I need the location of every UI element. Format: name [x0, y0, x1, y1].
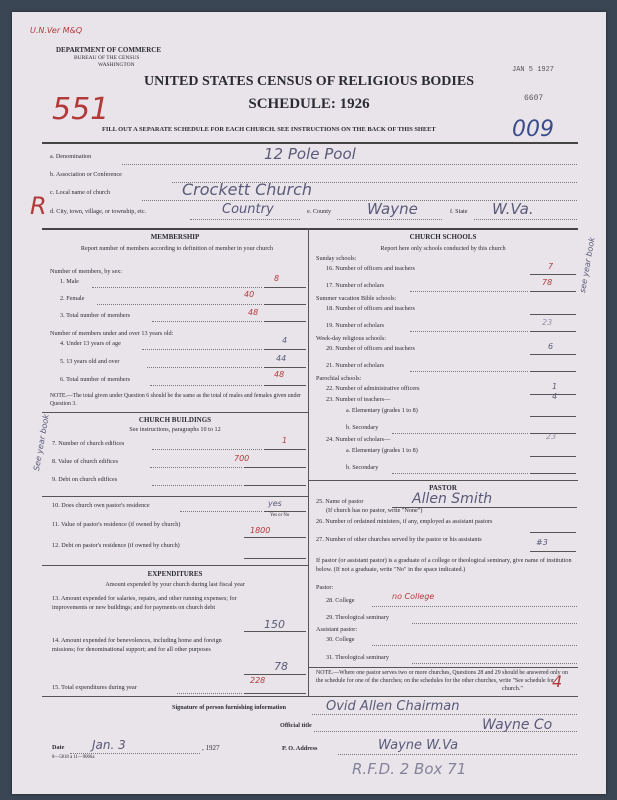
q10-label: 10. Does church own pastor's residence	[52, 502, 150, 509]
q9-label: 9. Debt on church edifices	[52, 476, 118, 483]
q14-label: 14. Amount expended for benevolences, including home and foreign missions; for denominational support; and for all other purposes	[52, 637, 222, 653]
city-label: d. City, town, village, or township, etc.	[50, 208, 147, 215]
q17-label: 17. Number of scholars	[326, 282, 385, 289]
q13-label: 13. Amount expended for salaries, repairs, and other running expenses; for improvements or new buildings; and for payments on church debt	[52, 595, 237, 611]
membership-note: NOTE.—The total given under Question 6 should be the same as the total of males and females given under Question 3.	[50, 393, 301, 407]
q3-label: 3. Total number of members	[60, 312, 131, 319]
q24-value[interactable]: 23	[546, 432, 557, 441]
yes-no-hint: Yes or No	[270, 513, 290, 518]
department-title: DEPARTMENT OF COMMERCE	[56, 46, 162, 54]
denomination-label: a. Denomination	[50, 153, 92, 160]
bottom-address-note: R.F.D. 2 Box 71	[352, 760, 467, 778]
q23-value[interactable]: 4	[552, 392, 558, 401]
q15-value[interactable]: 228	[250, 676, 266, 685]
q20-value[interactable]: 6	[548, 342, 554, 351]
denomination-value[interactable]: 12 Pole Pool	[264, 145, 356, 163]
q25-value[interactable]: Allen Smith	[412, 491, 493, 507]
local-name-label: c. Local name of church	[50, 189, 110, 196]
q19-label: 19. Number of scholars	[326, 322, 385, 329]
pastor-note-end: church."	[502, 685, 523, 692]
members-by-sex-label: Number of members, by sex:	[50, 268, 122, 275]
q27-value[interactable]: #3	[536, 538, 548, 547]
summer-schools-label: Summer vacation Bible schools:	[316, 295, 397, 302]
right-margin-note: see year book	[578, 236, 597, 294]
county-value[interactable]: Wayne	[367, 200, 418, 218]
form-number: 8—5818 a 11—9066a	[52, 755, 95, 760]
q24b-label: b. Secondary	[346, 464, 379, 471]
schedule-serial-stamp: 6607	[524, 94, 544, 103]
q18-label: 18. Number of officers and teachers	[326, 305, 415, 312]
q4-value[interactable]: 4	[282, 336, 288, 345]
signature-value[interactable]: Ovid Allen Chairman	[326, 699, 460, 714]
q11-label: 11. Value of pastor's residence (if owned by church)	[52, 521, 181, 528]
q17-value[interactable]: 78	[542, 278, 553, 287]
q25-label: 25. Name of pastor	[316, 498, 364, 505]
q14-value[interactable]: 78	[274, 660, 288, 673]
q7-value[interactable]: 1	[282, 436, 288, 445]
q22-label: 22. Number of administrative officers	[326, 385, 420, 392]
q1-label: 1. Male	[60, 278, 79, 285]
q11-value[interactable]: 1800	[250, 526, 271, 535]
q27-label: 27. Number of other churches served by the pastor or his assistants	[316, 536, 482, 543]
sunday-schools-label: Sunday schools:	[316, 255, 357, 262]
date-year: , 1927	[202, 744, 220, 752]
q12-label: 12. Debt on pastor's residence (if owned by church)	[52, 542, 180, 549]
q6-label: 6. Total number of members	[60, 376, 131, 383]
q26-label: 26. Number of ordained ministers, if any, employed as assistant pastors	[316, 518, 493, 525]
q28-value[interactable]: no College	[392, 592, 435, 601]
parochial-schools-label: Parochial schools:	[316, 375, 362, 382]
state-label: f. State	[450, 208, 468, 215]
city-value[interactable]: Country	[222, 202, 274, 217]
po-address-label: P. O. Address	[282, 745, 318, 752]
pastor-note-checkmark: 4	[552, 672, 563, 691]
state-value[interactable]: W.Va.	[492, 200, 534, 218]
q23b-label: b. Secondary	[346, 424, 379, 431]
membership-heading: MEMBERSHIP	[150, 233, 200, 241]
q2-label: 2. Female	[60, 295, 85, 302]
q1-value[interactable]: 8	[274, 274, 280, 283]
graduate-note: If pastor (or assistant pastor) is a graduate of a college or theological seminary, give name of institution below. (If not a graduate, write "No" in the space indicated.)	[316, 557, 572, 573]
schools-instructions: Report here only schools conducted by this church	[380, 245, 506, 252]
signature-label: Signature of person furnishing information	[172, 704, 287, 711]
po-address-value[interactable]: Wayne W.Va	[378, 738, 459, 753]
expenditures-subheading: Amount expended by your church during last fiscal year	[105, 581, 245, 588]
q10-value[interactable]: yes	[268, 499, 282, 508]
q29-label: 29. Theological seminary	[326, 614, 389, 621]
q7-label: 7. Number of church edifices	[52, 440, 125, 447]
handwritten-number-009: 009	[512, 117, 554, 142]
q5-label: 5. 13 years old and over	[60, 358, 120, 365]
q5-value[interactable]: 44	[276, 354, 287, 363]
official-title-value[interactable]: Wayne Co	[482, 717, 553, 733]
q13-value[interactable]: 150	[264, 618, 285, 631]
schools-heading: CHURCH SCHOOLS	[409, 233, 477, 241]
q8-value[interactable]: 700	[234, 454, 250, 463]
q20-label: 20. Number of officers and teachers	[326, 345, 415, 352]
pastor-subheading: Pastor:	[316, 584, 334, 591]
buildings-subheading: See instructions, paragraphs 10 to 12	[129, 426, 221, 433]
q24a-label: a. Elementary (grades 1 to 8)	[346, 447, 418, 454]
q6-value[interactable]: 48	[274, 370, 285, 379]
top-left-annotation: U.N.Ver M&Q	[30, 26, 83, 35]
q25-subnote: (If church has no pastor, write "None")	[326, 507, 423, 514]
q23a-label: a. Elementary (grades 1 to 8)	[346, 407, 418, 414]
left-margin-R: R	[30, 192, 47, 220]
q2-value[interactable]: 40	[244, 290, 255, 299]
q16-label: 16. Number of officers and teachers	[326, 265, 415, 272]
q4-label: 4. Under 13 years of age	[60, 340, 121, 347]
county-label: e. County	[307, 208, 332, 215]
q3-value[interactable]: 48	[248, 308, 259, 317]
association-label: b. Association or Conference	[50, 171, 122, 178]
pastor-heading: PASTOR	[429, 484, 457, 492]
instruction-line: FILL OUT A SEPARATE SCHEDULE FOR EACH CHURCH. SEE INSTRUCTIONS ON THE BACK OF THIS SHEET	[102, 126, 436, 133]
membership-instructions: Report number of members according to definition of member in your church	[80, 245, 274, 252]
bureau-title: BUREAU OF THE CENSUS	[74, 55, 140, 61]
left-margin-note: See year book	[32, 413, 51, 472]
q22-value[interactable]: 1	[552, 382, 558, 391]
q24-label: 24. Number of scholars—	[326, 436, 391, 443]
q23-label: 23. Number of teachers—	[326, 396, 391, 403]
date-value[interactable]: Jan. 3	[92, 738, 126, 752]
city-title: WASHINGTON	[98, 62, 135, 68]
weekday-schools-label: Week-day religious schools:	[316, 335, 386, 342]
q15-label: 15. Total expenditures during year	[52, 684, 137, 691]
under-over-label: Number of members under and over 13 years old:	[50, 330, 174, 337]
pastor-note: NOTE.—Where one pastor serves two or more churches, Questions 28 and 29 should be answered only on the schedule for one of the churches; on the schedules for the other churches, write "See schedule for	[316, 670, 568, 684]
q31-label: 31. Theological seminary	[326, 654, 389, 661]
q28-label: 28. College	[326, 597, 355, 604]
received-date-stamp: JAN 5 1927	[512, 66, 555, 74]
date-label: Date	[52, 744, 65, 751]
local-name-value[interactable]: Crockett Church	[182, 180, 313, 199]
form-title: UNITED STATES CENSUS OF RELIGIOUS BODIES	[143, 74, 474, 89]
official-title-label: Official title	[280, 722, 312, 729]
q19-value[interactable]: 23	[542, 318, 553, 327]
q8-label: 8. Value of church edifices	[52, 458, 119, 465]
buildings-heading: CHURCH BUILDINGS	[138, 416, 212, 424]
expenditures-heading: EXPENDITURES	[147, 570, 203, 578]
handwritten-number-551: 551	[52, 92, 110, 127]
assistant-pastor-subheading: Assistant pastor:	[316, 626, 358, 633]
q21-label: 21. Number of scholars	[326, 362, 385, 369]
form-subtitle: SCHEDULE: 1926	[248, 96, 370, 112]
census-schedule-page	[12, 12, 606, 794]
q16-value[interactable]: 7	[548, 262, 554, 271]
q30-label: 30. College	[326, 636, 355, 643]
